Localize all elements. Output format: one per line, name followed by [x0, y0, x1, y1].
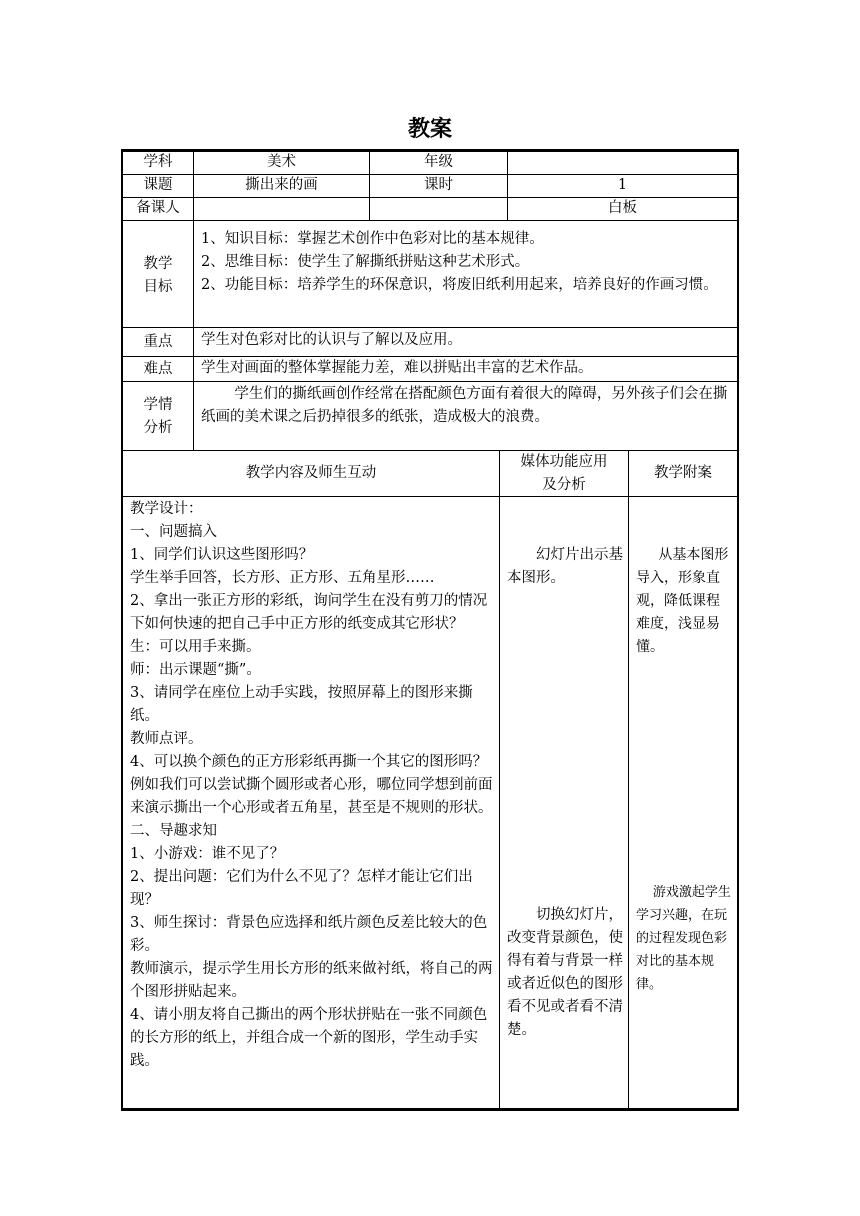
board-value: 白板: [608, 200, 637, 216]
period-label: 课时: [424, 177, 453, 193]
key-point-text: 学生对色彩对比的认识与了解以及应用。: [201, 332, 462, 348]
goal-thinking: 2、思维目标：使学生了解撕纸拼贴这种艺术形式。: [201, 254, 530, 270]
analysis-label: [123, 394, 193, 440]
topic-label: 课题: [143, 177, 173, 193]
subject-value: 美术: [267, 154, 296, 170]
appendix-note-1: 从基本图形导入，形象直观，降低课程难度，浅显易懂。: [636, 547, 729, 655]
media-note-2: 切换幻灯片，改变背景颜色，使得有着与背景一样或者近似色的图形看不见或者看不清楚。: [507, 907, 623, 1038]
content-line: 1、小游戏：谁不见了？: [130, 846, 285, 862]
content-line: 4、可以换个颜色的正方形彩纸再撕一个其它的图形吗？例如我们可以尝试撕个圆形或者心形，哪位同学想到前面来演示撕出一个心形或者五角星，甚至是不规则的形状。: [130, 754, 493, 816]
column-media-header: [500, 451, 628, 497]
content-line: 2、拿出一张正方形的彩纸，询问学生在没有剪刀的情况下如何快速的把自己手中正方形的纸变成其它形状？: [130, 593, 488, 632]
goals-label-line1: 教学: [143, 256, 173, 272]
content-line: 一、问题搞入: [130, 524, 217, 540]
analysis-label-line2: 分析: [143, 420, 173, 436]
topic-value: 撕出来的画: [245, 177, 318, 193]
preparer-label: 备课人: [136, 200, 180, 216]
analysis-text: 学生们的撕纸画创作经常在搭配颜色方面有着很大的障碍，另外孩子们会在撕纸画的美术课之后扔掉很多的纸张，造成极大的浪费。: [201, 386, 728, 425]
content-line: 师：出示课题“撕”。: [130, 662, 261, 678]
period-value: 1: [617, 177, 628, 193]
goals-content: [201, 228, 733, 297]
difficulty-text: 学生对画面的整体掌握能力差，难以拼贴出丰富的艺术作品。: [201, 360, 593, 376]
subject-label: 学科: [143, 154, 173, 170]
content-line: 教学设计：: [130, 501, 203, 517]
media-note-1: 幻灯片出示基本图形。: [507, 547, 623, 586]
content-line: 学生举手回答，长方形、正方形、五角星形……: [130, 570, 435, 586]
content-line: 2、提出问题：它们为什么不见了？怎样才能让它们出现？: [130, 869, 473, 908]
content-line: 教师演示，提示学生用长方形的纸来做衬纸，将自己的两个图形拼贴起来。: [130, 961, 493, 1000]
content-line: 教师点评。: [130, 731, 203, 747]
content-line: 3、师生探讨：背景色应选择和纸片颜色反差比较大的色彩。: [130, 915, 488, 954]
goal-function: 2、功能目标：培养学生的环保意识，将废旧纸利用起来，培养良好的作画习惯。: [201, 277, 718, 293]
goals-label: [123, 253, 193, 299]
content-line: 3、请同学在座位上动手实践，按照屏幕上的图形来撕纸。: [130, 685, 473, 724]
content-line: 生：可以用手来撕。: [130, 639, 261, 655]
column-media-header-line2: 及分析: [542, 477, 586, 493]
page-title: 教案: [407, 117, 452, 142]
key-point-label: 重点: [143, 334, 173, 350]
difficulty-label: 难点: [143, 361, 173, 377]
goal-knowledge: 1、知识目标：掌握艺术创作中色彩对比的基本规律。: [201, 231, 544, 247]
column-appendix-header: 教学附案: [654, 465, 712, 481]
goals-label-line2: 目标: [143, 279, 173, 295]
content-line: 4、请小朋友将自己撕出的两个形状拼贴在一张不同颜色的长方形的纸上，并组合成一个新的图形，学生动手实践。: [130, 1007, 488, 1069]
grade-label: 年级: [424, 154, 453, 170]
appendix-note-2: 游戏激起学生学习兴趣，在玩的过程发现色彩对比的基本规律。: [636, 885, 731, 992]
column-media-header-line1: 媒体功能应用: [520, 454, 608, 470]
teaching-content: [130, 498, 494, 1073]
analysis-label-line1: 学情: [143, 397, 173, 413]
content-line: 1、同学们认识这些图形吗？: [130, 547, 314, 563]
column-content-header: 教学内容及师生互动: [245, 465, 377, 481]
content-line: 二、导趣求知: [130, 823, 217, 839]
